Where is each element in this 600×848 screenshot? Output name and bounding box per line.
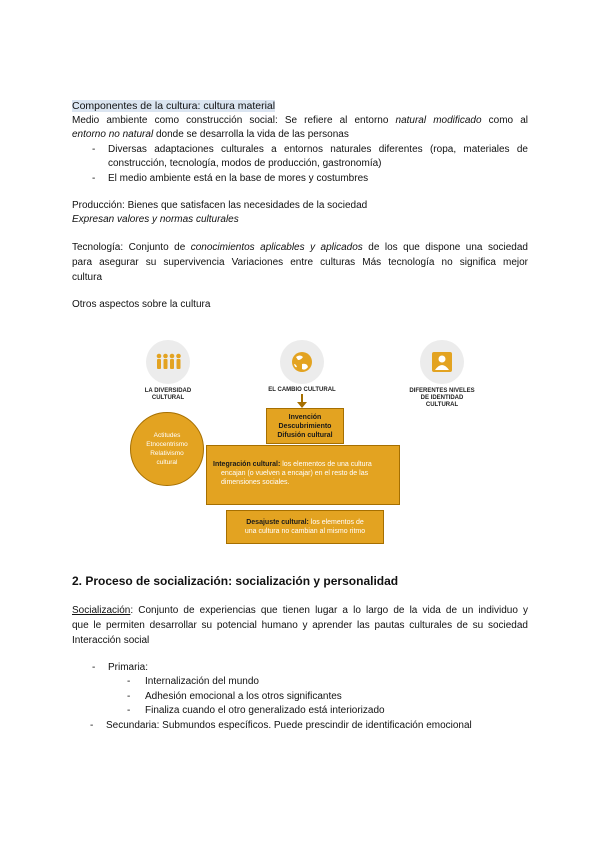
bullet-dash: -: [127, 705, 131, 716]
bullet-2: El medio ambiente está en la base de mores y costumbres: [108, 173, 369, 184]
produccion-italic: Expresan valores y normas culturales: [72, 214, 239, 225]
circle-line: Actitudes: [153, 432, 181, 439]
bullet-dash: -: [92, 662, 96, 673]
primaria-item-1: Internalización del mundo: [145, 676, 259, 687]
circle-line: cultural: [156, 459, 178, 466]
tecnologia-line-2: para asegurar su supervivencia Variaciones entre culturas Más tecnología no significa mejor: [72, 257, 528, 268]
integracion-line-1: Integración cultural: los elementos de una cultura: [213, 461, 372, 468]
bullet-dash: -: [90, 720, 94, 731]
box-top-line: Descubrimiento: [278, 423, 332, 430]
primaria-label: Primaria:: [108, 662, 149, 673]
otros-aspectos: Otros aspectos sobre la cultura: [72, 299, 211, 310]
integracion-line-3: dimensiones sociales.: [221, 479, 290, 486]
caption-cambio: EL CAMBIO CULTURAL: [268, 387, 336, 393]
bullet-dash: -: [92, 173, 96, 184]
box-top-line: Invención: [288, 414, 322, 421]
medio-line-2: entorno no natural donde se desarrolla la vida de las personas: [72, 129, 349, 140]
produccion-line: Producción: Bienes que satisfacen las necesidades de la sociedad: [72, 200, 368, 211]
bullet-1-line-1: Diversas adaptaciones culturales a entornos naturales diferentes (ropa, materiales de: [108, 144, 528, 155]
section2-heading: 2. Proceso de socialización: socialización y personalidad: [72, 574, 399, 588]
bullet-dash: -: [127, 676, 131, 687]
globe-icon: [280, 340, 324, 384]
bullet-1-line-2: construcción, tecnología, modos de producción, gastronomía): [108, 158, 382, 169]
secundaria-line: Secundaria: Submundos específicos. Puede prescindir de identificación emocional: [106, 720, 472, 731]
desajuste-line-2: una cultura no cambian al mismo ritmo: [244, 528, 366, 535]
tecnologia-line-1: Tecnología: Conjunto de conocimientos aplicables y aplicados de los que dispone una sociedad: [72, 242, 528, 253]
people-icon: [146, 340, 190, 384]
section-title: Componentes de la cultura: cultura material: [72, 100, 276, 112]
socializacion-line-2: que le permiten desarrollar su potencial humano y aprender las pautas culturales de su sociedad: [72, 620, 528, 631]
culture-diagram: [120, 330, 480, 555]
integracion-box: [206, 445, 400, 505]
socializacion-line-1: Socialización: Conjunto de experiencias que tienen lugar a lo largo de la vida de un individuo y: [72, 605, 528, 616]
person-icon: [420, 340, 464, 384]
primaria-item-2: Adhesión emocional a los otros significantes: [145, 691, 342, 702]
caption-niveles: DIFERENTES NIVELES DE IDENTIDAD CULTURAL: [409, 388, 475, 408]
bullet-dash: -: [127, 691, 131, 702]
down-arrow-icon: [296, 394, 308, 408]
box-top-line: Difusión cultural: [277, 432, 333, 439]
desajuste-line-1: Desajuste cultural: los elementos de: [246, 519, 364, 526]
circle-line: Etnocentrismo: [146, 441, 188, 448]
integracion-line-2: encajan (o vuelven a encajar) en el resto de las: [221, 470, 369, 477]
socializacion-line-3: Interacción social: [72, 635, 150, 646]
circle-line: Relativismo: [150, 450, 184, 457]
caption-diversidad: LA DIVERSIDAD CULTURAL: [144, 388, 192, 401]
primaria-item-3: Finaliza cuando el otro generalizado está interiorizado: [145, 705, 385, 716]
tecnologia-line-3: cultura: [72, 272, 103, 283]
invencion-box: [266, 408, 344, 444]
bullet-dash: -: [92, 144, 96, 155]
desajuste-box: [226, 510, 384, 544]
actitudes-circle: [130, 412, 204, 486]
medio-line-1: Medio ambiente como construcción social: Se refiere al entorno natural modificado como al: [72, 115, 529, 126]
